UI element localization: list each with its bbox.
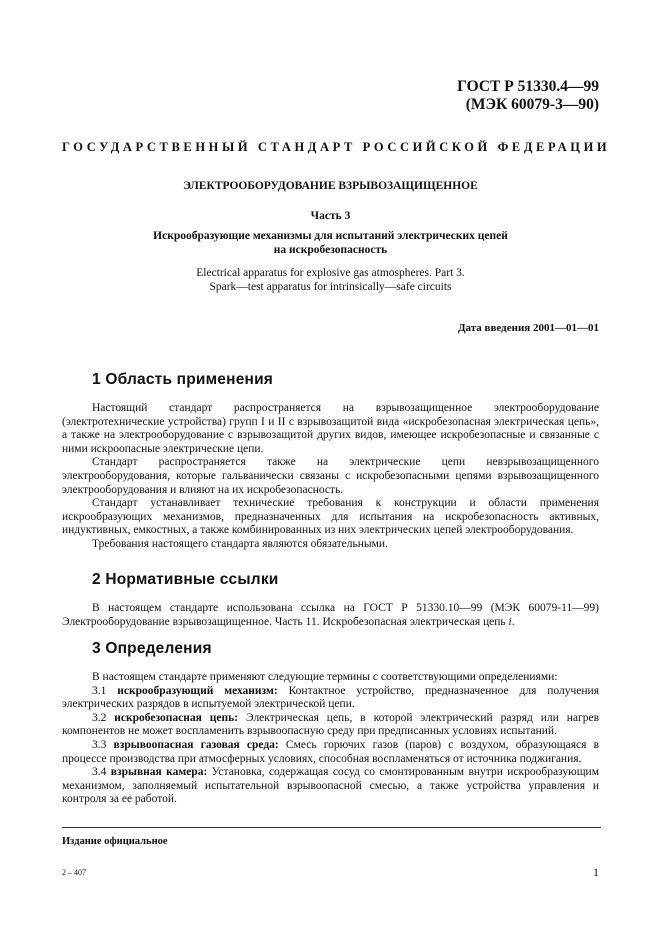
section-2-heading: 2 Нормативные ссылки bbox=[92, 571, 279, 588]
document-title: ЭЛЕКТРООБОРУДОВАНИЕ ВЗРЫВОЗАЩИЩЕННОЕ bbox=[183, 180, 478, 192]
sheet-code: 2 – 407 bbox=[62, 868, 86, 877]
reference-end: . bbox=[511, 615, 515, 628]
section-3-heading: 3 Определения bbox=[92, 640, 212, 657]
section-1-paragraph-3: Стандарт устанавливает технические требования к конструкции и области применения искрообразующих механизмов, предназначенных для испытания на искробезопасность активных, индуктивных, емкостных, а также комбинированных из них электрических цепей электрооборудования. bbox=[62, 497, 599, 537]
definition-text: Электрическая цепь, в которой электрический разряд или нагрев компонентов не может воспламенить взрывоопасную среду при предписанных условиях испытаний. bbox=[62, 711, 600, 738]
circuit-symbol: i bbox=[508, 615, 512, 628]
footer-divider bbox=[62, 827, 601, 828]
definition-3-1 bbox=[62, 685, 599, 712]
part-label: Часть 3 bbox=[310, 210, 351, 222]
definition-term: искрообразующий механизм: bbox=[117, 684, 278, 697]
doc-number-iec: (МЭК 60079-3—90) bbox=[465, 96, 599, 113]
subtitle-line-2: на искробезопасность bbox=[273, 244, 388, 256]
introduction-date: Дата введения 2001—01—01 bbox=[457, 322, 599, 334]
reference-text: В настоящем стандарте использована ссылка на ГОСТ Р 51330.10—99 (МЭК 60079-11—99) Электрооборудование взрывозащищенное. Часть 11. Искробезопасная электрическая цепь bbox=[62, 602, 599, 628]
definition-text: Смесь горючих газов (паров) с воздухом, образующаяся в процессе производства при атмосферных условиях, способная воспламеняться от источника поджигания. bbox=[62, 738, 600, 765]
definition-text: Контактное устройство, предназначенное для получения электрических разрядов в испытуемой электрической цепи. bbox=[62, 684, 599, 711]
section-2-paragraph-1 bbox=[62, 602, 599, 629]
section-1-paragraph-2: Стандарт распространяется также на электрические цепи невзрывозащищенного электрооборудования, которые гальванически связаны с искробезопасными цепями взрывозащищенного электрооборудования и влияют на их искробезопасность. bbox=[62, 456, 599, 496]
definition-number: 3.1 bbox=[92, 684, 118, 697]
definition-number: 3.2 bbox=[92, 711, 115, 724]
definition-number: 3.4 bbox=[92, 766, 111, 779]
english-title-line-2: Spark—test apparatus for intrinsically—safe circuits bbox=[209, 281, 452, 293]
section-2-body bbox=[62, 602, 599, 629]
official-edition-label: Издание официальное bbox=[62, 836, 168, 847]
english-title bbox=[62, 266, 599, 294]
definition-3-2 bbox=[62, 712, 599, 739]
english-title-line-1: Electrical apparatus for explosive gas atmospheres. Part 3. bbox=[196, 267, 465, 279]
section-1-paragraph-4: Требования настоящего стандарта являются обязательными. bbox=[92, 537, 388, 550]
definition-3-4 bbox=[62, 766, 599, 807]
section-1-body bbox=[62, 402, 599, 552]
state-standard-heading: ГОСУДАРСТВЕННЫЙ СТАНДАРТ РОССИЙСКОЙ ФЕДЕРАЦИИ bbox=[62, 140, 611, 154]
document-number bbox=[457, 78, 599, 114]
section-1-heading: 1 Область применения bbox=[92, 371, 274, 388]
definition-term: искробезопасная цепь: bbox=[114, 711, 239, 724]
section-1-paragraph-1: Настоящий стандарт распространяется на взрывозащищенное электрооборудование (электротехнические устройства) групп I и II с взрывозащитой вида «искробезопасная электрическая цепь», а также на электрооборудование с взрывозащитой других видов, имеющее искробезопасные и связанные с ними искроопасные электрические цепи. bbox=[62, 402, 599, 455]
page-number: 1 bbox=[593, 865, 599, 879]
definition-text: Установка, содержащая сосуд со смонтированным внутри искрообразующим механизмом, заполняемый испытательной взрывоопасной смесью, а также устройства управления и контроля за ее работой. bbox=[62, 766, 599, 806]
definition-number: 3.3 bbox=[92, 738, 114, 751]
definition-term: взрывоопасная газовая среда: bbox=[113, 738, 279, 751]
subtitle-line-1: Искрообразующие механизмы для испытаний электрических цепей bbox=[153, 230, 508, 242]
definition-term: взрывная камера: bbox=[110, 766, 208, 779]
section-3-intro: В настоящем стандарте применяют следующие термины с соответствующими определениями: bbox=[92, 671, 558, 683]
definition-3-3 bbox=[62, 739, 599, 766]
section-3-body bbox=[62, 671, 599, 807]
doc-number-gost: ГОСТ Р 51330.4—99 bbox=[457, 78, 599, 95]
document-subtitle bbox=[62, 229, 599, 257]
